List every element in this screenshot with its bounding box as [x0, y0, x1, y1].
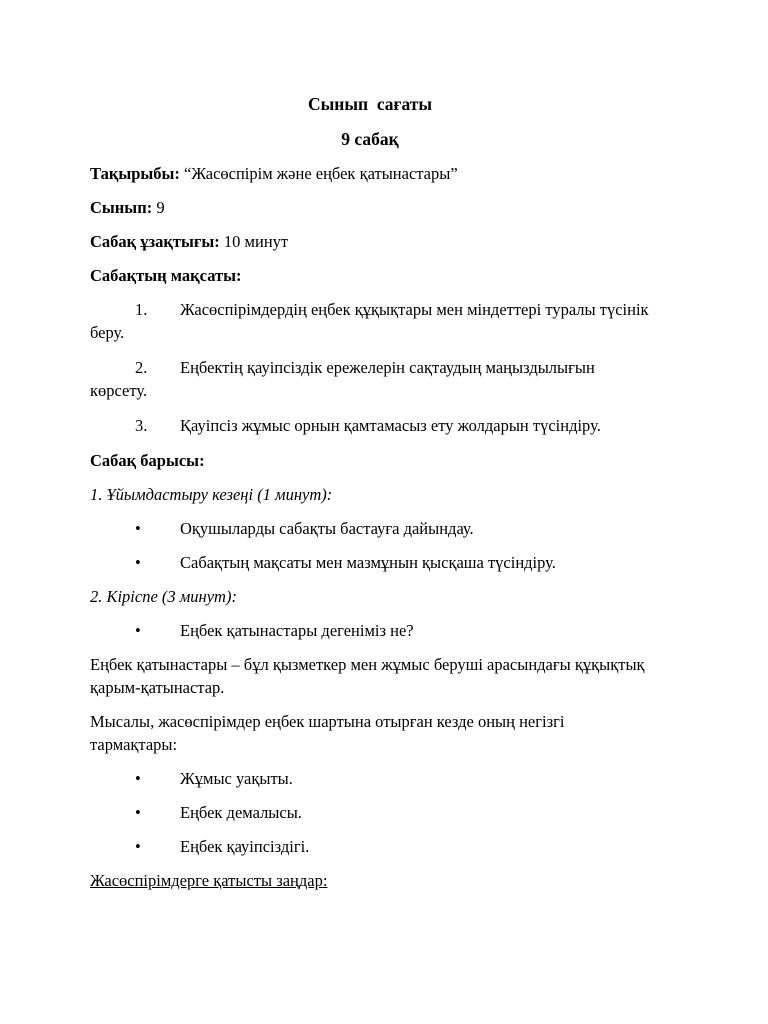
- list-item-text: Еңбек қауіпсіздігі.: [180, 837, 310, 856]
- bullet-icon: •: [135, 519, 141, 538]
- topic-line: [90, 162, 650, 185]
- progress-heading: Сабақ барысы:: [90, 451, 205, 470]
- document-subtitle: 9 сабақ: [341, 129, 399, 149]
- document-title: Сынып сағаты: [307, 94, 433, 114]
- goal-number: 2.: [135, 358, 148, 377]
- list-item-text: Оқушыларды сабақты бастауға дайындау.: [180, 519, 474, 538]
- list-item-text: Жұмыс уақыты.: [180, 769, 293, 788]
- goal-item: [90, 298, 650, 344]
- grade-label: Сынып:: [90, 198, 153, 217]
- laws-heading: Жасөспірімдерге қатысты заңдар:: [90, 871, 328, 890]
- bullet-icon: •: [135, 803, 141, 822]
- goal-text: Еңбектің қауіпсіздік ережелерін сақтаудың маңыздылығын көрсету.: [90, 358, 595, 400]
- list-item-text: Сабақтың мақсаты мен мазмұнын қысқаша түсіндіру.: [180, 553, 556, 572]
- goal-text: Жасөспірімдердің еңбек құқықтары мен міндеттері туралы түсінік беру.: [90, 300, 649, 342]
- topic-label: Тақырыбы:: [90, 164, 180, 183]
- stage2-title: 2. Кіріспе (3 минут):: [90, 587, 237, 606]
- bullet-icon: •: [135, 553, 141, 572]
- list-item: [90, 767, 650, 790]
- goal-item: [90, 356, 650, 402]
- grade-line: [90, 196, 650, 219]
- document-page: [90, 92, 650, 903]
- bullet-icon: •: [135, 621, 141, 640]
- goal-text: Қауіпсіз жұмыс орнын қамтамасыз ету жолдарын түсіндіру.: [180, 416, 601, 435]
- example-intro-paragraph: Мысалы, жасөспірімдер еңбек шартына отырған кезде оның негізгі тармақтары:: [90, 712, 565, 754]
- list-item: [90, 835, 650, 858]
- topic-value: “Жасөспірім және еңбек қатынастары”: [179, 164, 458, 183]
- duration-line: [90, 230, 650, 253]
- goal-number: 3.: [135, 416, 148, 435]
- bullet-icon: •: [135, 769, 141, 788]
- goal-item: [90, 414, 650, 437]
- goal-number: 1.: [135, 300, 148, 319]
- duration-value: 10 минут: [219, 232, 289, 251]
- list-item: [90, 801, 650, 824]
- goals-heading: Сабақтың мақсаты:: [90, 266, 242, 285]
- duration-label: Сабақ ұзақтығы:: [90, 232, 220, 251]
- definition-paragraph: Еңбек қатынастары – бұл қызметкер мен жұмыс беруші арасындағы құқықтық қарым-қатынастар.: [90, 655, 645, 697]
- stage1-title: 1. Ұйымдастыру кезеңі (1 минут):: [90, 485, 333, 504]
- list-item-text: Еңбек қатынастары дегеніміз не?: [180, 621, 414, 640]
- bullet-icon: •: [135, 837, 141, 856]
- list-item: [90, 551, 650, 574]
- list-item-text: Еңбек демалысы.: [180, 803, 302, 822]
- list-item: [90, 517, 650, 540]
- grade-value: 9: [152, 198, 165, 217]
- list-item: [90, 619, 650, 642]
